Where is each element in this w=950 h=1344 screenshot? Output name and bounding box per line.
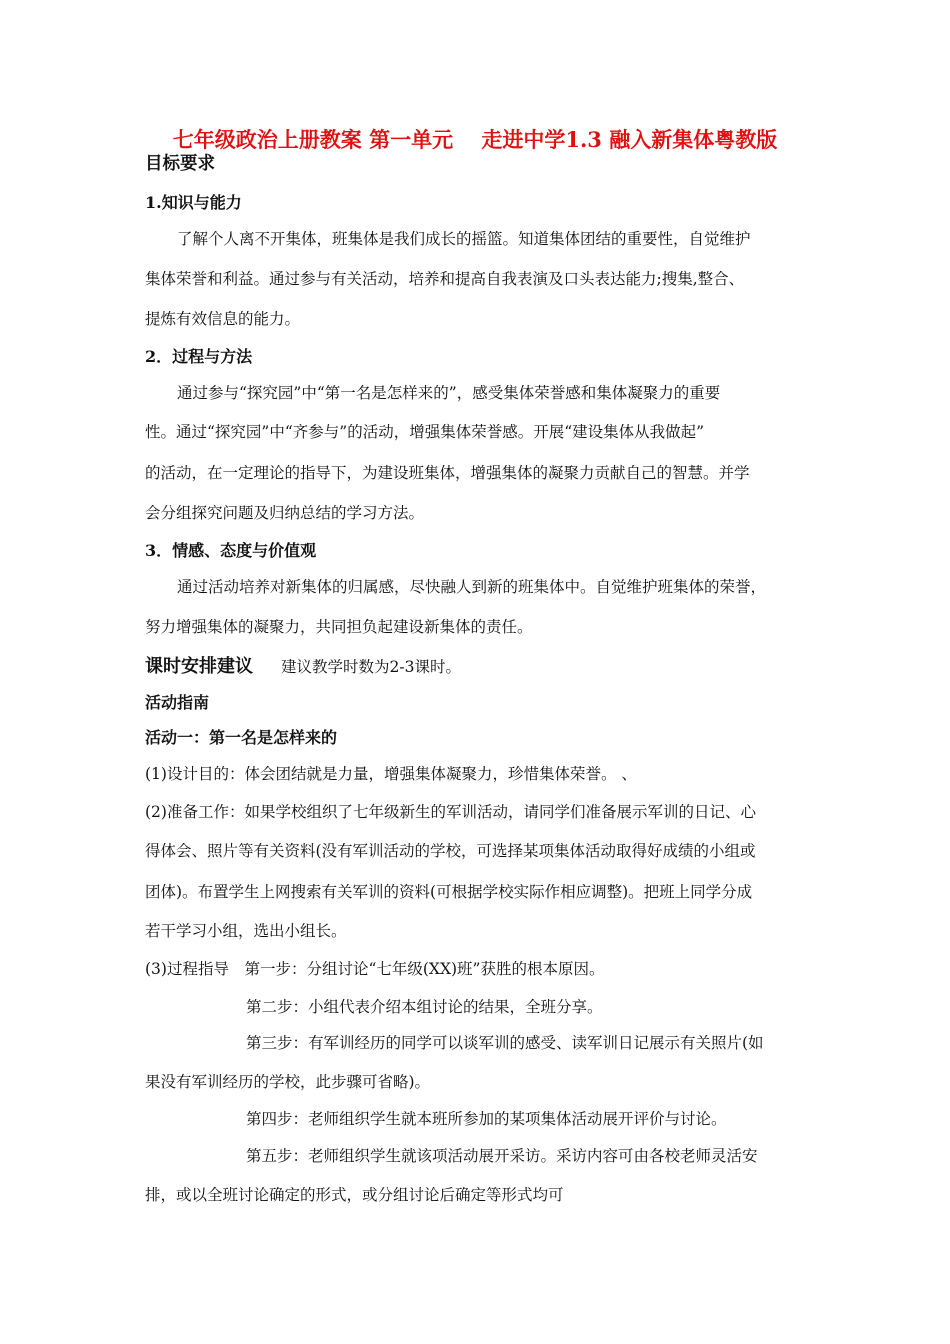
paragraph-line: 性。通过“探究园”中“齐参与”的活动，增强集体荣誉感。开展“建设集体从我做起”: [145, 423, 705, 441]
activity-line: 果没有军训经历的学校，此步骤可省略)。: [145, 1073, 431, 1091]
activity-line: 得体会、照片等有关资料(没有军训活动的学校，可选择某项集体活动取得好成绩的小组或: [145, 842, 756, 860]
paragraph-line: 努力增强集体的凝聚力，共同担负起建设新集体的责任。: [145, 618, 533, 636]
activity-line: (3)过程指导 第一步：分组讨论“七年级(XX)班”获胜的根本原因。: [145, 960, 605, 978]
schedule-heading: [145, 652, 461, 678]
schedule-note: 建议教学时数为2-3课时。: [281, 658, 461, 676]
section-heading-values: 3．情感、态度与价值观: [145, 541, 317, 560]
section-heading-knowledge: 1.知识与能力: [145, 193, 242, 212]
paragraph-line: 通过参与“探究园”中“第一名是怎样来的”，感受集体荣誉感和集体凝聚力的重要: [177, 384, 721, 402]
goals-heading: 目标要求: [145, 154, 215, 174]
paragraph-line: 通过活动培养对新集体的归属感，尽快融人到新的班集体中。自觉维护班集体的荣誉，: [177, 578, 767, 596]
document-title: 七年级政治上册教案 第一单元 走进中学1.3 融入新集体粤教版: [172, 127, 778, 152]
activity-line: 团体)。布置学生上网搜索有关军训的资料(可根据学校实际作相应调整)。把班上同学分成: [145, 883, 753, 901]
paragraph-line: 的活动，在一定理论的指导下，为建设班集体，增强集体的凝聚力贡献自己的智慧。并学: [145, 464, 750, 482]
activity-line: 第三步：有军训经历的同学可以谈军训的感受、读军训日记展示有关照片(如: [246, 1034, 764, 1052]
activity-line: (1)设计目的：体会团结就是力量，增强集体凝聚力，珍惜集体荣誉。 、: [145, 765, 637, 783]
paragraph-line: 会分组探究问题及归纳总结的学习方法。: [145, 504, 425, 522]
paragraph-line: 了解个人离不开集体，班集体是我们成长的摇篮。知道集体团结的重要性，自觉维护: [177, 230, 751, 248]
activity-line: 第五步：老师组织学生就该项活动展开采访。采访内容可由各校老师灵活安: [246, 1147, 758, 1165]
activity-line: 第四步：老师组织学生就本班所参加的某项集体活动展开评价与讨论。: [246, 1110, 727, 1128]
activity-line: (2)准备工作：如果学校组织了七年级新生的军训活动，请同学们准备展示军训的日记、心: [145, 803, 756, 821]
section-heading-process: 2．过程与方法: [145, 347, 253, 366]
paragraph-line: 提炼有效信息的能力。: [145, 310, 301, 328]
paragraph-line: 集体荣誉和利益。通过参与有关活动，培养和提高自我表演及口头表达能力;搜集,整合、: [145, 270, 745, 288]
schedule-title: 课时安排建议: [145, 656, 253, 677]
activity-line: 排，或以全班讨论确定的形式，或分组讨论后确定等形式均可: [145, 1186, 564, 1204]
activity-heading: 活动一：第一名是怎样来的: [145, 728, 338, 747]
activity-line: 若干学习小组，选出小组长。: [145, 922, 347, 940]
activity-line: 第二步：小组代表介绍本组讨论的结果，全班分享。: [246, 998, 603, 1016]
guide-heading: 活动指南: [145, 693, 210, 712]
